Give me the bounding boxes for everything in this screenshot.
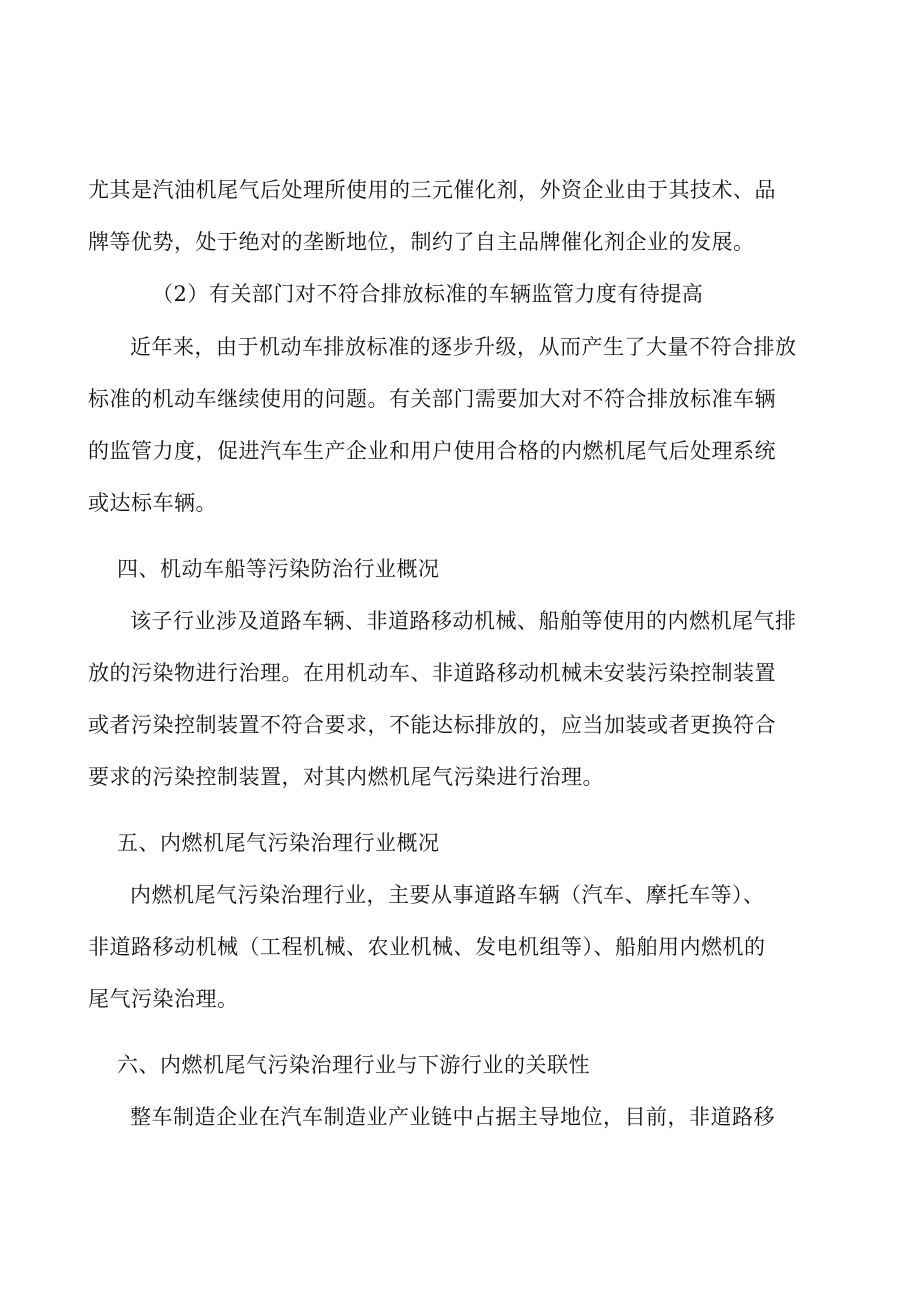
paragraph-line: 尾气污染治理。 [88, 987, 239, 1011]
section-heading: 六、内燃机尾气污染治理行业与下游行业的关联性 [117, 1053, 590, 1077]
paragraph-line: 非道路移动机械（工程机械、农业机械、发电机组等）、船舶用内燃机的 [88, 935, 766, 959]
subheading: （2）有关部门对不符合排放标准的车辆监管力度有待提高 [152, 282, 704, 306]
paragraph-line: 要求的污染控制装置，对其内燃机尾气污染进行治理。 [88, 765, 604, 789]
paragraph-line: 内燃机尾气污染治理行业，主要从事道路车辆（汽车、摩托车等）、 [130, 883, 765, 907]
paragraph-line: 牌等优势，处于绝对的垄断地位，制约了自主品牌催化剂企业的发展。 [88, 230, 755, 254]
paragraph-line: 尤其是汽油机尾气后处理所使用的三元催化剂，外资企业由于其技术、品 [88, 178, 776, 202]
section-heading: 四、机动车船等污染防治行业概况 [117, 557, 440, 581]
paragraph-line: 或达标车辆。 [88, 491, 217, 515]
paragraph-line: 标准的机动车继续使用的问题。有关部门需要加大对不符合排放标准车辆 [88, 387, 776, 411]
paragraph-line: 近年来，由于机动车排放标准的逐步升级，从而产生了大量不符合排放 [130, 335, 797, 359]
paragraph-line: 的监管力度，促进汽车生产企业和用户使用合格的内燃机尾气后处理系统 [88, 439, 776, 463]
paragraph-line: 放的污染物进行治理。在用机动车、非道路移动机械未安装污染控制装置 [88, 661, 776, 685]
paragraph-line: 该子行业涉及道路车辆、非道路移动机械、船舶等使用的内燃机尾气排 [130, 609, 797, 633]
section-heading: 五、内燃机尾气污染治理行业概况 [117, 831, 440, 855]
paragraph-line: 整车制造企业在汽车制造业产业链中占据主导地位，目前，非道路移 [130, 1105, 775, 1129]
paragraph-line: 或者污染控制装置不符合要求，不能达标排放的，应当加装或者更换符合 [88, 713, 776, 737]
